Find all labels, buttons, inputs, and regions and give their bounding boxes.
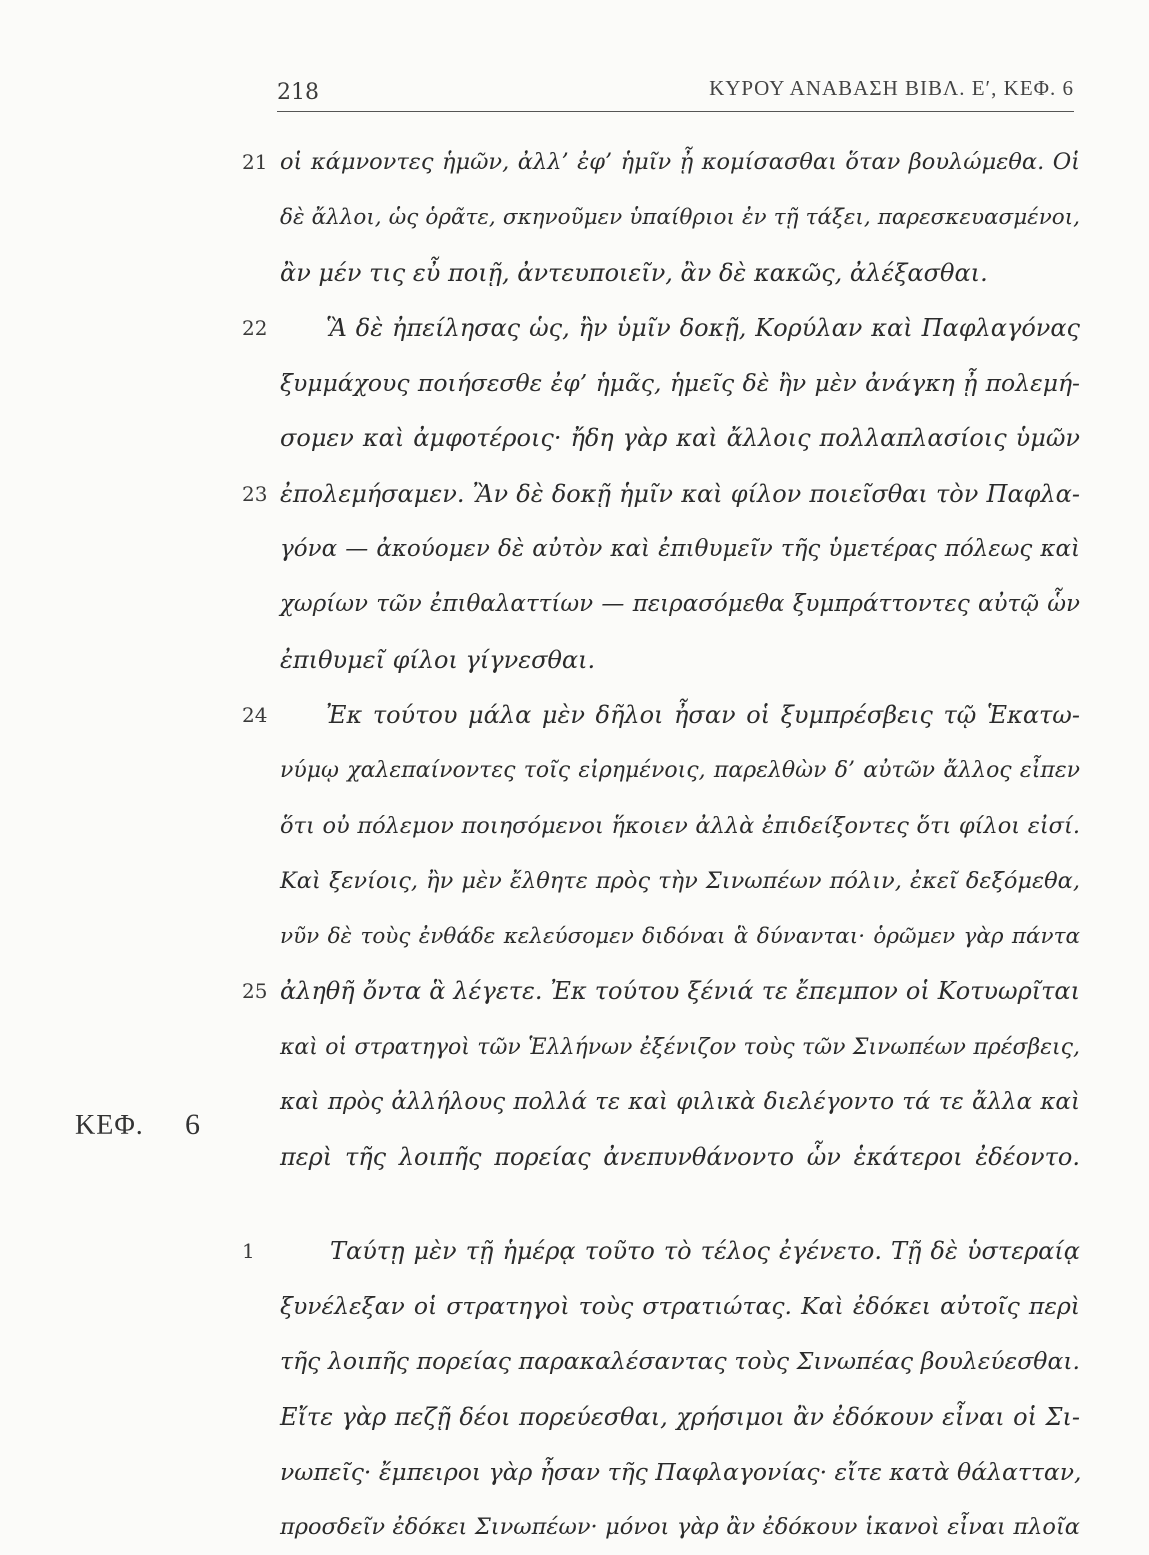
line-text: γόνα — ἀκούομεν δὲ αὐτὸν καὶ ἐπιθυμεῖν τῆς ὑμετέρας πόλεως καὶ [280, 536, 1080, 563]
text-line [242, 301, 1080, 356]
line-text: καὶ πρὸς ἀλλήλους πολλά τε καὶ φιλικὰ διελέγοντο τά τε ἄλλα καὶ [280, 1089, 1080, 1116]
text-line [280, 246, 1080, 301]
text-line [280, 1334, 1080, 1389]
paragraph-gap [280, 1186, 1080, 1224]
line-text: Ἐκ τούτου μάλα μὲν δῆλοι ἦσαν οἱ ξυμπρέσβεις τῷ Ἑκατω- [326, 700, 1080, 729]
line-text: Καὶ ξενίοις, ἢν μὲν ἔλθητε πρὸς τὴν Σινωπέων πόλιν, ἐκεῖ δεξόμεθα, [280, 867, 1080, 894]
section-number: 25 [242, 979, 268, 1004]
text-line [280, 522, 1080, 577]
text-line [242, 964, 1080, 1019]
text-line [280, 799, 1080, 854]
text-line [242, 135, 1080, 190]
line-text: ἂν μέν τις εὖ ποιῇ, ἀντευποιεῖν, ἂν δὲ κακῶς, ἀλέξασθαι. [280, 258, 988, 287]
text-line [280, 1075, 1080, 1130]
line-text: ξυμμάχους ποιήσεσθε ἐφ’ ἡμᾶς, ἡμεῖς δὲ ἢν μὲν ἀνάγκη ᾖ πολεμή- [280, 369, 1080, 398]
text-line [280, 909, 1080, 964]
page-number: 218 [277, 80, 319, 105]
line-text: νύμῳ χαλεπαίνοντες τοῖς εἰρημένοις, παρελθὼν δ’ αὐτῶν ἄλλος εἶπεν [280, 758, 1080, 784]
text-line [280, 1500, 1080, 1555]
line-text: οἱ κάμνοντες ἡμῶν, ἀλλ’ ἐφ’ ἡμῖν ᾖ κομίσασθαι ὅταν βουλώμεθα. Οἱ [280, 149, 1080, 175]
header-rule [277, 111, 1074, 112]
line-text: ἀληθῆ ὄντα ἃ λέγετε. Ἐκ τούτου ξένιά τε ἔπεμπον οἱ Κοτυωρῖται [280, 977, 1080, 1006]
line-text: Ἃ δὲ ἠπείλησας ὡς, ἢν ὑμῖν δοκῇ, Κορύλαν καὶ Παφλαγόνας [326, 313, 1080, 342]
line-text: ἐπολεμήσαμεν. Ἂν δὲ δοκῇ ἡμῖν καὶ φίλον ποιεῖσθαι τὸν Παφλα- [280, 479, 1080, 508]
text-line [280, 1020, 1080, 1075]
section-number: 22 [242, 315, 268, 340]
line-text: ξυνέλεξαν οἱ στρατηγοὶ τοὺς στρατιώτας. Καὶ ἐδόκει αὐτοῖς περὶ [280, 1291, 1080, 1320]
text-line [280, 1445, 1080, 1500]
section-number: 1 [242, 1238, 255, 1263]
line-text: Ταύτῃ μὲν τῇ ἡμέρᾳ τοῦτο τὸ τέλος ἐγένετο. Τῇ δὲ ὑστεραίᾳ [330, 1236, 1080, 1265]
text-line [280, 190, 1080, 245]
line-text: νῦν δὲ τοὺς ἐνθάδε κελεύσομεν διδόναι ἃ δύνανται· ὁρῶμεν γὰρ πάντα [280, 924, 1080, 950]
section-number: 23 [242, 481, 268, 506]
text-line [280, 411, 1080, 466]
line-text: νωπεῖς· ἔμπειροι γὰρ ἦσαν τῆς Παφλαγονίας· εἴτε κατὰ θάλατταν, [280, 1457, 1082, 1486]
line-text: περὶ τῆς λοιπῆς πορείας ἀνεπυνθάνοντο ὧν ἑκάτεροι ἐδέοντο. [280, 1143, 1080, 1172]
line-text: χωρίων τῶν ἐπιθαλαττίων — πειρασόμεθα ξυμπράττοντες αὐτῷ ὧν [280, 591, 1080, 618]
text-line [280, 854, 1080, 909]
line-text: ἐπιθυμεῖ φίλοι γίγνεσθαι. [280, 645, 596, 674]
line-text: καὶ οἱ στρατηγοὶ τῶν Ἑλλήνων ἐξένιζον τοὺς τῶν Σινωπέων πρέσβεις, [280, 1034, 1080, 1060]
text-line [280, 743, 1080, 798]
line-text: Εἴτε γὰρ πεζῇ δέοι πορεύεσθαι, χρήσιμοι ἂν ἐδόκουν εἶναι οἱ Σι- [280, 1402, 1080, 1431]
text-line [242, 688, 1080, 743]
text-block [242, 135, 1082, 1555]
line-text: δὲ ἄλλοι, ὡς ὁρᾶτε, σκηνοῦμεν ὑπαίθριοι ἐν τῇ τάξει, παρεσκευασμένοι, [280, 205, 1080, 231]
text-line [280, 1130, 1080, 1185]
text-line [280, 356, 1080, 411]
chapter-marker [75, 1108, 201, 1142]
page-header [277, 72, 1074, 112]
line-text: προσδεῖν ἐδόκει Σινωπέων· μόνοι γὰρ ἂν ἐδόκουν ἱκανοὶ εἶναι πλοῖα [280, 1514, 1080, 1541]
text-line [280, 633, 1080, 688]
chapter-number: 6 [185, 1108, 201, 1141]
section-number: 21 [242, 150, 268, 174]
line-text: τῆς λοιπῆς πορείας παρακαλέσαντας τοὺς Σινωπέας βουλεύεσθαι. [280, 1347, 1080, 1376]
line-text: σομεν καὶ ἀμφοτέροις· ἤδη γὰρ καὶ ἄλλοις πολλαπλασίοις ὑμῶν [280, 424, 1080, 453]
text-line [280, 1279, 1080, 1334]
text-line [280, 1390, 1080, 1445]
text-line [242, 467, 1080, 522]
text-line [280, 577, 1080, 632]
section-number: 24 [242, 702, 268, 727]
text-line [242, 1224, 1080, 1279]
chapter-label: ΚΕΦ. [75, 1110, 144, 1141]
running-head: ΚΥΡΟΥ ΑΝΑΒΑΣΗ ΒΙΒΛ. Ε′, ΚΕΦ. 6 [709, 76, 1074, 100]
line-text: ὅτι οὐ πόλεμον ποιησόμενοι ἥκοιεν ἀλλὰ ἐπιδείξοντες ὅτι φίλοι εἰσί. [280, 812, 1080, 839]
